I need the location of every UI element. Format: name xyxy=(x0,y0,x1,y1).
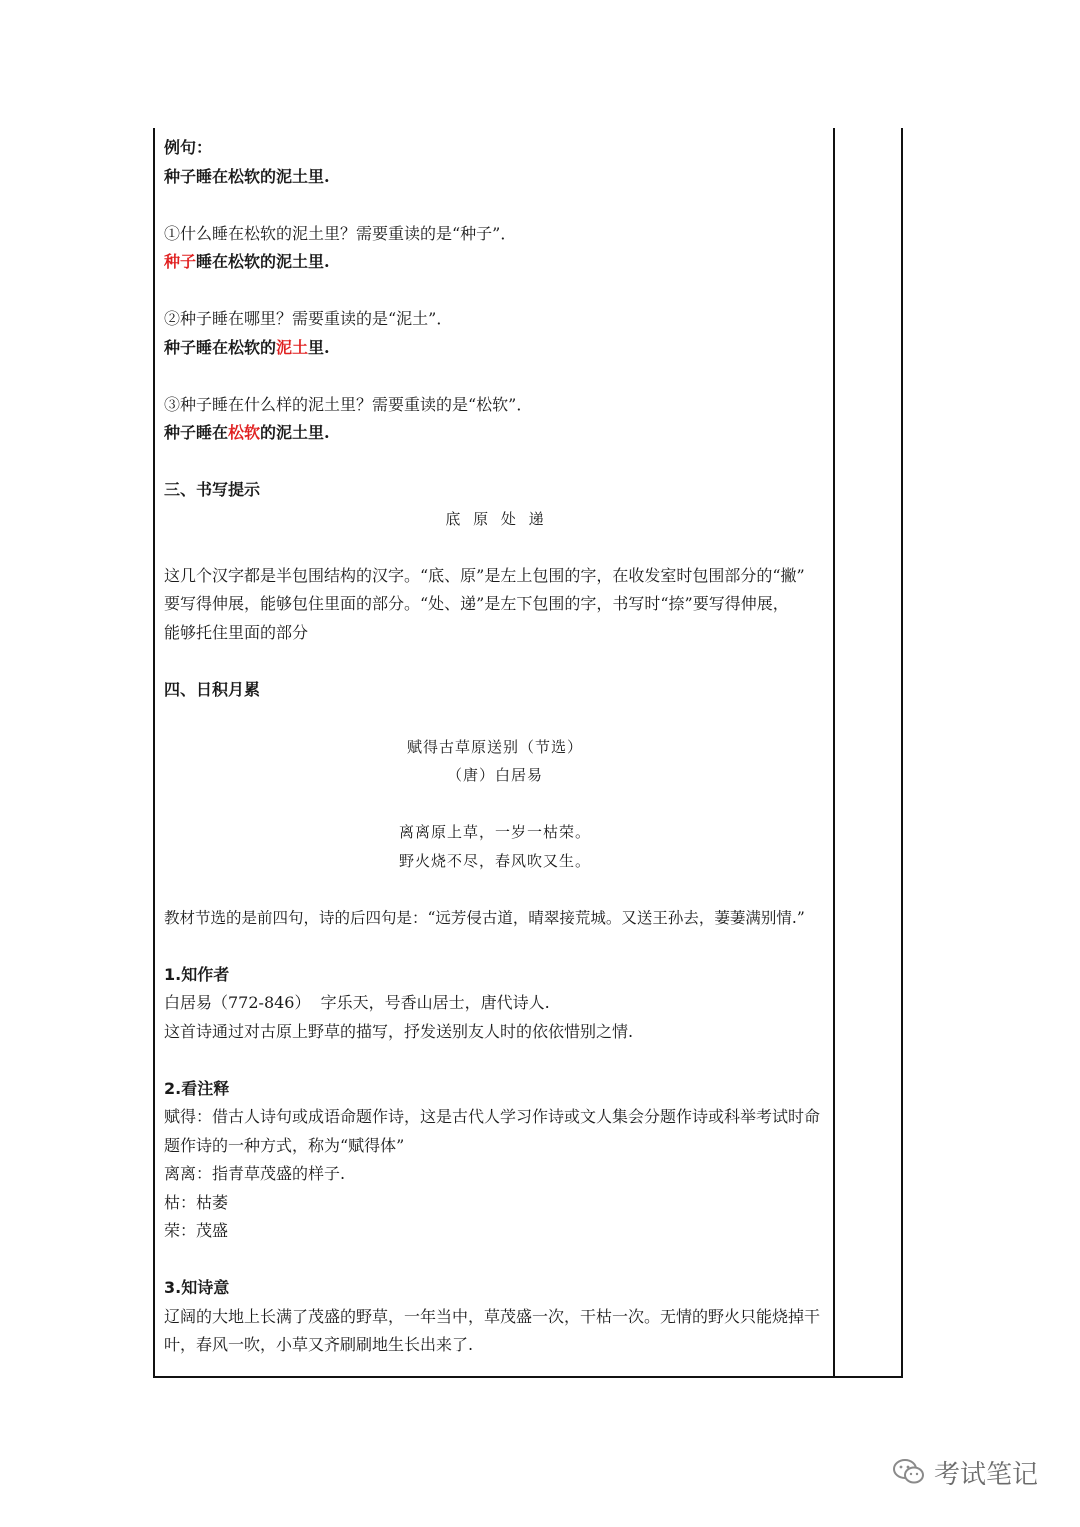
stress-word: 种子 xyxy=(164,252,197,271)
watermark-text: 考试笔记 xyxy=(934,1459,1039,1490)
writing-paragraph-line: 能够托住里面的部分 xyxy=(164,622,309,642)
meaning-line: 叶，春风一吹，小草又齐刷刷地生长出来了. xyxy=(164,1335,474,1354)
meaning-line: 辽阔的大地上长满了茂盛的野草，一年当中，草茂盛一次，干枯一次。无情的野火只能烧掉干 xyxy=(164,1306,821,1326)
subheading-meaning: 3.知诗意 xyxy=(164,1278,230,1297)
subheading-author: 1.知作者 xyxy=(164,964,230,984)
section-heading-accumulation: 四、日积月累 xyxy=(164,679,261,699)
question-1: ①什么睡在松软的泥土里？需要重读的是“种子”． xyxy=(164,223,517,243)
table-bottom-border xyxy=(153,1376,903,1378)
notes-line: 赋得：借古人诗句或成语命题作诗，这是古代人学习作诗或文人集会分题作诗或科举考试时命 xyxy=(164,1107,821,1126)
stress-word: 松软 xyxy=(228,423,261,442)
table-left-border xyxy=(153,128,155,1378)
lesson-content xyxy=(164,134,826,1360)
author-line: 这首诗通过对古原上野草的描写，抒发送别友人时的依依惜别之情. xyxy=(164,1021,634,1041)
table-middle-border xyxy=(833,128,835,1378)
question-2: ②种子睡在哪里？需要重读的是“泥土”． xyxy=(164,309,453,328)
notes-line: 荣：茂盛 xyxy=(164,1221,229,1240)
subheading-notes: 2.看注释 xyxy=(164,1078,230,1098)
question-3: ③种子睡在什么样的泥土里？需要重读的是“松软”． xyxy=(164,394,533,414)
writing-characters: 底 原 处 递 xyxy=(445,509,545,528)
poem-author: （唐）白居易 xyxy=(446,766,543,784)
example-sentence: 种子睡在松软的泥土里. xyxy=(164,166,330,186)
author-line: 白居易（772-846） 字乐天，号香山居士，唐代诗人. xyxy=(164,993,550,1012)
answer-2: 种子睡在松软的泥土里. xyxy=(164,337,330,357)
writing-paragraph-line: 这几个汉字都是半包围结构的汉字。“底、原”是左上包围的字，在收发室时包围部分的“撇” xyxy=(164,565,805,585)
poem-note: 教材节选的是前四句，诗的后四句是：“远芳侵古道，晴翠接荒城。又送王孙去，萋萋满别情.” xyxy=(164,908,805,927)
notes-line: 枯：枯萎 xyxy=(164,1192,229,1212)
notes-line: 离离：指青草茂盛的样子. xyxy=(164,1164,346,1183)
answer-1: 种子睡在松软的泥土里. xyxy=(164,252,330,271)
answer-3: 种子睡在松软的泥土里. xyxy=(164,423,330,442)
notes-line: 题作诗的一种方式，称为“赋得体” xyxy=(164,1135,405,1155)
writing-paragraph-line: 要写得伸展，能够包住里面的部分。“处、递”是左下包围的字，书写时“捺”要写得伸展， xyxy=(164,594,789,613)
example-label: 例句： xyxy=(164,138,213,157)
poem-line: 离离原上草，一岁一枯荣。 xyxy=(398,823,591,841)
poem-title: 赋得古草原送别（节选） xyxy=(406,737,583,756)
poem-line: 野火烧不尽，春风吹又生。 xyxy=(398,851,591,870)
section-heading-writing: 三、书写提示 xyxy=(164,480,261,499)
wechat-icon xyxy=(892,1458,926,1486)
stress-word: 泥土 xyxy=(276,337,309,357)
watermark xyxy=(892,1452,1038,1492)
table-right-border xyxy=(901,128,903,1378)
